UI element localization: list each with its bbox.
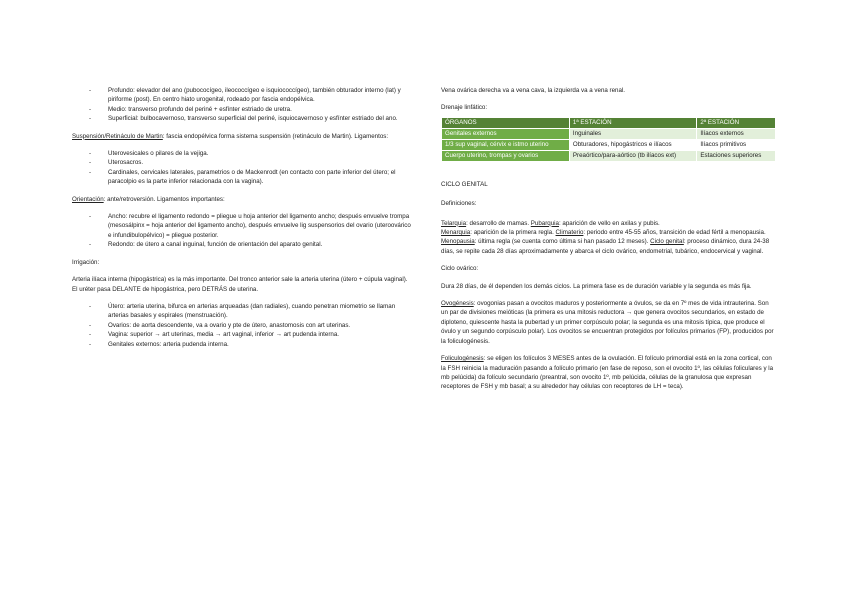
orientation-ligaments-list <box>72 212 412 250</box>
suspension-title: Suspensión/Retináculo de Martin <box>72 132 163 140</box>
orientacion-paragraph <box>72 195 412 204</box>
list-item: - Genitales externos: arteria pudenda interna. <box>108 340 412 349</box>
table-cell: Obturadores, hipogástricos e ilíacos <box>569 139 697 150</box>
list-item: - Vagina: superior → art uterinas, media → art vaginal, inferior → art pudenda interna. <box>108 330 412 339</box>
list-item: - Uterovesicales o pilares de la vejiga. <box>108 149 412 158</box>
menopausia-term: Menopausia <box>441 238 475 246</box>
list-item: - Útero: arteria uterina, bifurca en arterias arqueadas (dan radiales), cuando penetran miometrio se llaman arterias basales y espirales (menstruación). <box>108 302 412 321</box>
table-cell: Inguinales <box>569 128 697 139</box>
irrigacion-title: Irrigación: <box>72 258 100 266</box>
ciclo-genital-term: Ciclo genital <box>650 238 684 246</box>
right-column <box>441 86 776 400</box>
table-cell: Preaórtico/para-aórtico (tb ilíacos ext) <box>569 150 697 161</box>
table-header: 2ª ESTACIÓN <box>697 117 776 128</box>
ovogenesis-paragraph <box>441 299 776 346</box>
orientacion-title: Orientación <box>72 195 104 203</box>
ciclo-ovarico-title: Ciclo ovárico: <box>441 265 479 273</box>
list-item: - Ovarios: de aorta descendente, va a ovario y pte de útero, anastomosis con art uterinas. <box>108 321 412 330</box>
list-item: - Redondo: de útero a canal inguinal, función de orientación del aparato genital. <box>108 240 412 249</box>
pubarquia-def: : aparición de vello en axilas y pubis. <box>558 219 660 227</box>
suspension-text: : fascia endopélvica forma sistema suspensión (retináculo de Martin). Ligamentos: <box>162 132 389 140</box>
table-header: ÓRGANOS <box>442 117 570 128</box>
foliculogenesis-def: : se eligen los folículos 3 MESES antes de la ovulación. El folículo primordial está en la zona cortical, con la FSH reinicia la maduración pasando a folículo primario (en fase de reposo, son el ovocito 1º, las células foliculares y la mb pelúcida) da folículo secundario (preantral, son ovocito 1º, mb pelúcida, células de la granulosa que expresan receptores de FSH y mb basal; a su alrededor hay células con receptores de LH = teca). <box>441 355 774 391</box>
table-cell: Estaciones superiores <box>697 150 776 161</box>
irrigacion-text: Arteria ilíaca interna (hipogástrica) es la más importante. Del tronco anterior sale la arteria uterina (útero + cúpula vaginal). El uréter pasa DELANTE de hipogástrica, pero DETRÁS de uterina. <box>72 276 408 293</box>
climaterio-def: : periodo entre 45-55 años, transición de edad fértil a menopausia. <box>583 229 766 237</box>
pubarquia-term: Pubarquia <box>530 219 559 227</box>
vena-text: Vena ovárica derecha va a vena cava, la izquierda va a vena renal. <box>441 87 626 94</box>
table-row <box>442 128 776 139</box>
ciclo-genital-heading: CICLO GENITAL <box>441 180 488 188</box>
table-header: 1ª ESTACIÓN <box>569 117 697 128</box>
definiciones-heading: Definiciones: <box>441 200 477 208</box>
climaterio-term: Climaterio <box>555 229 584 237</box>
orientacion-text: : ante/retroversión. Ligamentos importantes: <box>103 195 225 203</box>
suspension-paragraph <box>72 132 412 141</box>
pelvic-floor-list <box>72 86 412 124</box>
left-column <box>72 86 412 357</box>
telarquia-def: : desarrollo de mamas. <box>466 219 531 227</box>
table-cell: Ilíacos primitivos <box>697 139 776 150</box>
ovogenesis-term: Ovogénesis <box>441 300 474 308</box>
definiciones-paragraph <box>441 219 776 257</box>
list-item: - Profundo: elevador del ano (pubococígeo, ileococcígeo e isquiococcígeo), también obturador interno (lat) y piriforme (post). En centro hiato urogenital, rodeado por fascia endopélvica. <box>108 86 412 105</box>
list-item: - Uterosacros. <box>108 158 412 167</box>
table-header-row <box>442 117 776 128</box>
menarquia-term: Menarquia <box>441 229 471 237</box>
table-cell: Genitales externos <box>442 128 570 139</box>
menopausia-def: : última regla (se cuenta como última si han pasado 12 meses). <box>474 238 651 246</box>
list-item: - Ancho: recubre el ligamento redondo = pliegue u hoja anterior del ligamento ancho; después envuelve trompa (mesosálpinx = hoja anterior del ligamento ancho), después envuelve lig suspensorios del ovario (uteroovárico e infundibulopélvico) = pliegue posterior. <box>108 212 412 240</box>
list-item: - Medio: transverso profundo del periné + esfínter estriado de uretra. <box>108 105 412 114</box>
ciclo-ovarico-text: Dura 28 días, de él dependen los demás ciclos. La primera fase es de duración variable y la segunda es más fija. <box>441 282 752 290</box>
ciclo-genital-def: : proceso dinámico, dura 24-38 días, se repite cada 28 días aproximadamente y abarca el ciclo ovárico, endometrial, tubárico, endocervical y vaginal. <box>441 238 770 255</box>
ovogenesis-def: : ovogonias pasan a ovocitos maduros y posteriormente a óvulos, se da en 7º mes de vida intrauterina. Son un par de divisiones meióticas (la primera es una mitosis reductora → que genera ovocitos secundarios, en estado de diploteno, quiescente hasta la pubertad y un primer corpúsculo polar; la segunda es una mitosis típica, que produce el óvulo y un segundo corpúsculo polar). Los ovocitos se encuentran protegidos por folículos primarios (FP), producidos por la foliculogénesis. <box>441 300 774 345</box>
table-row <box>442 139 776 150</box>
foliculogenesis-paragraph <box>441 354 776 392</box>
table-row <box>442 150 776 161</box>
table-cell: 1/3 sup vaginal, cérvix e istmo uterino <box>442 139 570 150</box>
list-item: - Cardinales, cervicales laterales, parametrios o de Mackenrodt (en contacto con parte inferior del útero; el paracolpio es la parte inferior relacionada con la vagina). <box>108 168 412 187</box>
telarquia-term: Telarquia <box>441 219 467 227</box>
drenaje-title: Drenaje linfático: <box>441 104 488 112</box>
lymph-drainage-table <box>441 117 776 162</box>
foliculogenesis-term: Foliculogénesis <box>441 355 484 363</box>
list-item: - Superficial: bulbocavernoso, transverso superficial del periné, isquiocavernoso y esfínter estriado del ano. <box>108 114 412 123</box>
ligaments-list <box>72 149 412 187</box>
table-cell: Cuerpo uterino, trompas y ovarios <box>442 150 570 161</box>
menarquia-def: : aparición de la primera regla. <box>470 229 556 237</box>
arteries-list <box>72 302 412 349</box>
table-cell: Ilíacos externos <box>697 128 776 139</box>
